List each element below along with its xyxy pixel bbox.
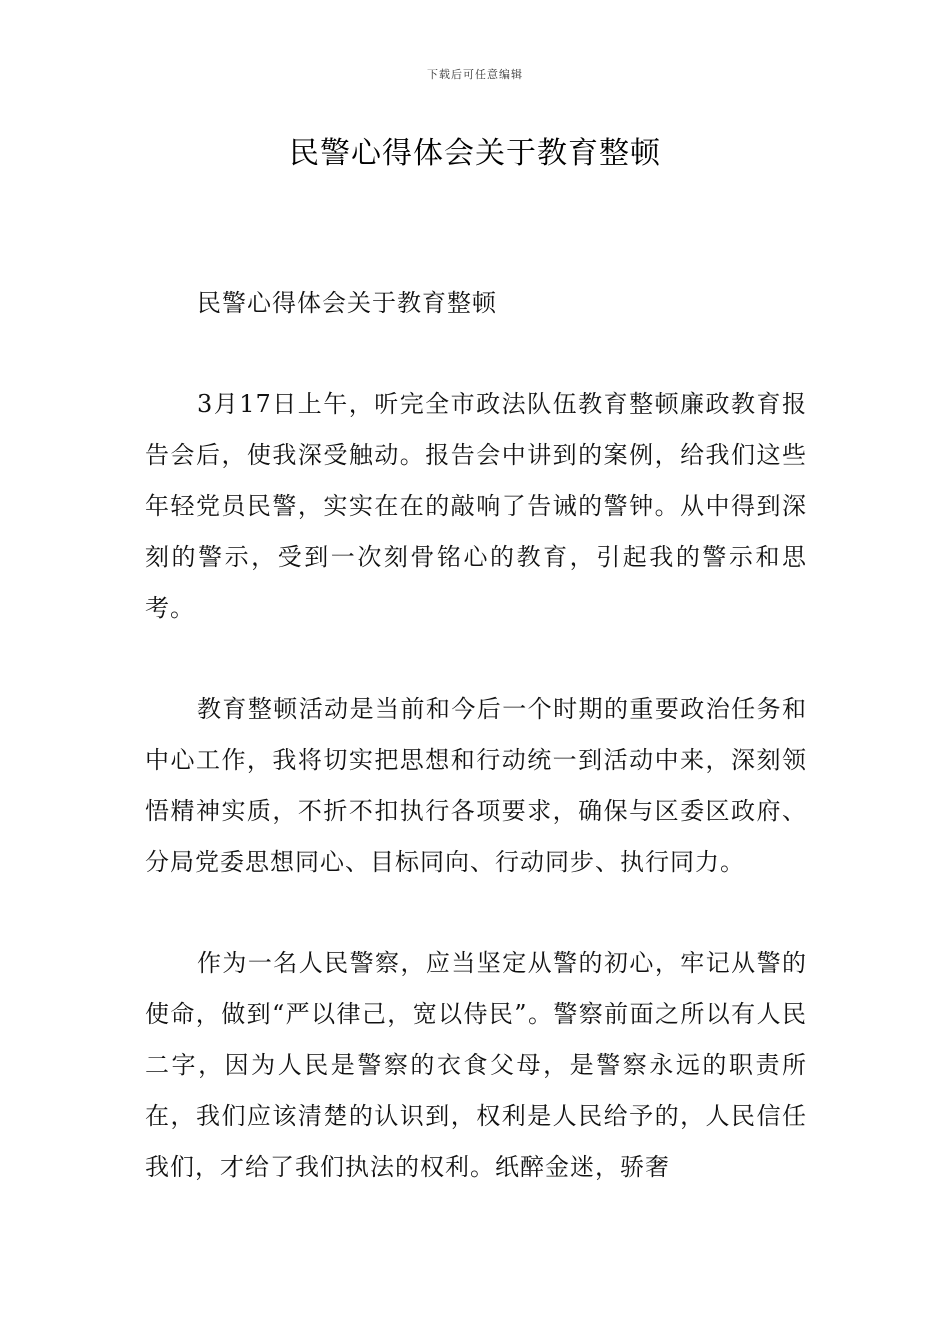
header-note: 下载后可任意编辑 (427, 68, 523, 81)
document-body (145, 278, 807, 1243)
paragraph-2: 教育整顿活动是当前和今后一个时期的重要政治任务和中心工作，我将切实把思想和行动统一到活动中来，深刻领悟精神实质，不折不扣执行各项要求，确保与区委区政府、分局党委思想同心、目标同向、行动同步、执行同力。 (145, 695, 807, 876)
paragraph-3: 作为一名人民警察，应当坚定从警的初心，牢记从警的使命，做到“严以律己，宽以侍民”。警察前面之所以有人民二字，因为人民是警察的衣食父母，是警察永远的职责所在，我们应该清楚的认识到，权利是人民给予的，人民信任我们，才给了我们执法的权利。纸醉金迷，骄奢 (145, 949, 807, 1181)
paragraph-subtitle: 民警心得体会关于教育整顿 (197, 289, 497, 317)
paragraph-1: 3月17日上午，听完全市政法队伍教育整顿廉政教育报告会后，使我深受触动。报告会中讲到的案例，给我们这些年轻党员民警，实实在在的敲响了告诫的警钟。从中得到深刻的警示，受到一次刻骨铭心的教育，引起我的警示和思考。 (145, 390, 807, 622)
document-title: 民警心得体会关于教育整顿 (289, 136, 661, 171)
